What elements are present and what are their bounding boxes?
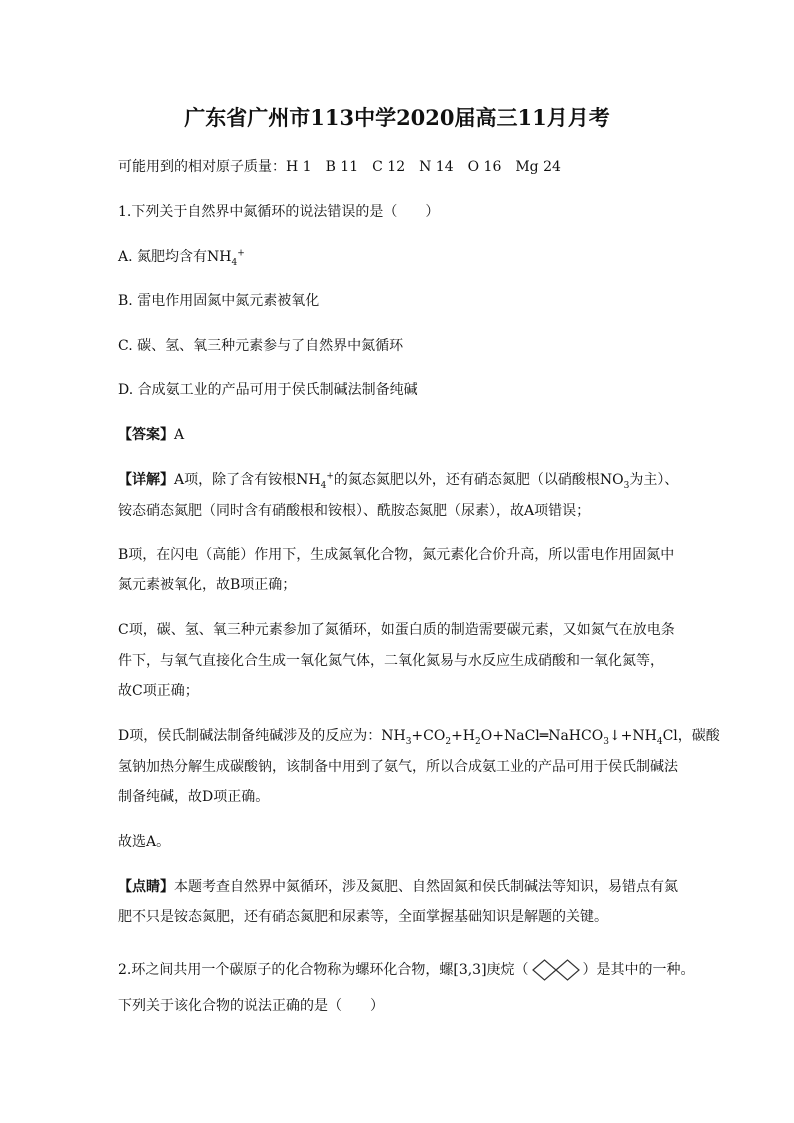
q1-option-a: [118, 247, 245, 267]
detail-text: Cl，碳酸: [662, 728, 720, 744]
q1-conclusion: 故选A。: [118, 834, 171, 850]
detail-text: ↓+NH: [608, 728, 657, 744]
q1-answer: [118, 425, 184, 445]
detail-text: 的氮态氮肥以外，还有硝态氮肥（以硝酸根NO: [333, 472, 624, 488]
answer-value: A: [174, 427, 185, 443]
comment-text: 本题考查自然界中氮循环，涉及氮肥、自然固氮和侯氏制碱法等知识，易错点有氮: [174, 879, 678, 895]
q1-detail-line-1: [118, 470, 678, 490]
detail-sub: 2: [445, 736, 452, 747]
q1-option-b: B. 雷电作用固氮中氮元素被氧化: [118, 293, 320, 309]
q2-stem-line-1: [118, 958, 695, 982]
detail-label: 【详解】: [118, 472, 174, 488]
q1-comment-line-1: [118, 877, 678, 897]
comment-label: 【点睛】: [118, 879, 174, 895]
q1-detail-line-2: 铵态硝态氮肥（同时含有硝酸根和铵根）、酰胺态氮肥（尿素），故A项错误；: [118, 503, 591, 519]
spiroheptane-structure-icon: [531, 958, 581, 982]
q2-stem-text: 2.环之间共用一个碳原子的化合物称为螺环化合物，螺[3,3]庚烷（: [118, 962, 529, 978]
q1-detail-line-7: 故C项正确；: [118, 683, 199, 699]
q1-option-d: D. 合成氨工业的产品可用于侯氏制碱法制备纯碱: [118, 382, 418, 398]
q1-detail-line-8: [118, 726, 720, 746]
detail-text: +CO: [411, 728, 446, 744]
q1-option-a-text: A. 氮肥均含有NH: [118, 249, 232, 265]
detail-text: +H: [451, 728, 476, 744]
q2-stem-line-2: 下列关于该化合物的说法正确的是（ ）: [118, 998, 384, 1014]
q1-stem: 1.下列关于自然界中氮循环的说法错误的是（ ）: [118, 204, 440, 220]
detail-sub: 3: [603, 736, 609, 747]
detail-sub: 3: [405, 736, 412, 747]
q1-detail-line-9: 氢钠加热分解生成碳酸钠，该制备中用到了氨气，所以合成氨工业的产品可用于侯氏制碱法: [118, 759, 678, 775]
detail-sub: 2: [475, 736, 481, 747]
page-title: 广东省广州市113中学2020届高三11月月考: [184, 105, 610, 130]
detail-text: A项，除了含有铵根NH: [174, 472, 321, 488]
q2-stem-text: ）是其中的一种。: [582, 962, 695, 978]
answer-label: 【答案】: [118, 427, 174, 443]
q1-detail-line-4: 氮元素被氧化，故B项正确；: [118, 577, 297, 593]
q1-detail-line-6: 件下，与氧气直接化合生成一氧化氮气体，二氧化氮易与水反应生成硝酸和一氧化氮等，: [118, 653, 664, 669]
q1-detail-line-10: 制备纯碱，故D项正确。: [118, 789, 270, 805]
q1-comment-line-2: 肥不只是铵态氮肥，还有硝态氮肥和尿素等，全面掌握基础知识是解题的关键。: [118, 909, 608, 925]
q1-detail-line-3: B项，在闪电（高能）作用下，生成氮氧化合物，氮元素化合价升高，所以雷电作用固氮中: [118, 547, 675, 563]
detail-sup: +: [326, 471, 334, 482]
detail-sub: 4: [656, 736, 663, 747]
detail-text: 为主）、: [629, 472, 679, 488]
detail-text: O+NaCl═NaHCO: [480, 728, 604, 744]
detail-sub: 4: [320, 480, 327, 491]
detail-sub: 3: [623, 480, 630, 491]
q1-detail-line-5: C项，碳、氢、氧三种元素参加了氮循环，如蛋白质的制造需要碳元素，又如氮气在放电条: [118, 622, 675, 638]
q1-option-a-sub: 4: [231, 257, 238, 268]
detail-text: D项，侯氏制碱法制备纯碱涉及的反应为：NH: [118, 728, 406, 744]
atomic-masses-line: 可能用到的相对原子质量：H 1 B 11 C 12 N 14 O 16 Mg 24: [118, 159, 561, 175]
q1-option-a-sup: +: [237, 248, 245, 259]
q1-option-c: C. 碳、氢、氧三种元素参与了自然界中氮循环: [118, 338, 404, 354]
